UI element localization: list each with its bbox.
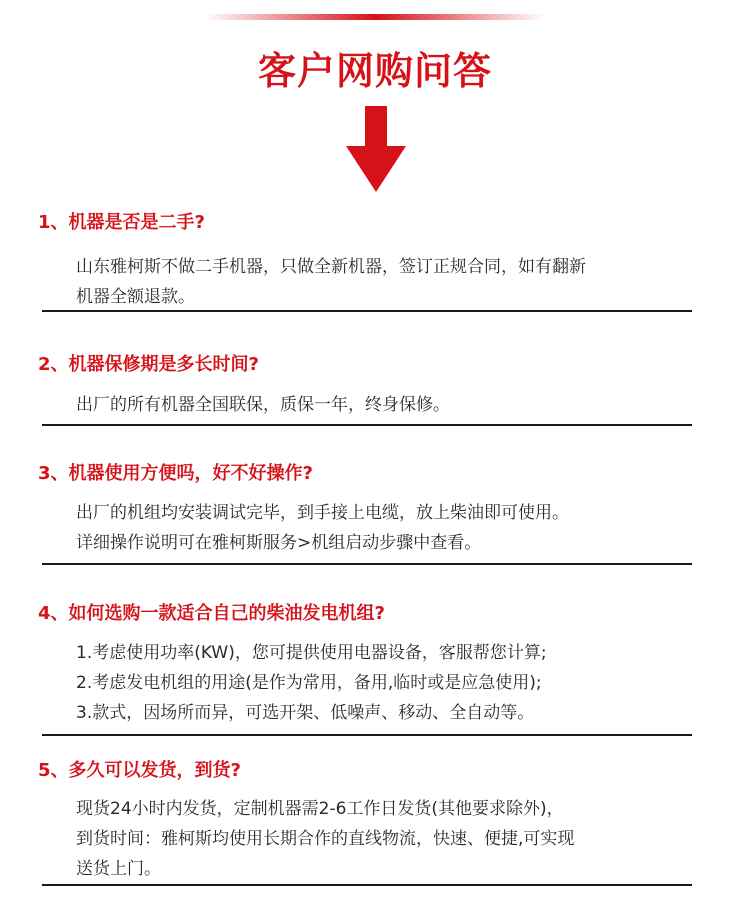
divider [42,424,692,426]
faq-question: 3、机器使用方便吗，好不好操作? [38,463,313,484]
faq-answer-line: 山东雅柯斯不做二手机器，只做全新机器，签订正规合同，如有翻新 [76,257,586,277]
divider [42,884,692,886]
faq-answer-line: 到货时间：雅柯斯均使用长期合作的直线物流，快速、便捷,可实现 [76,829,575,849]
faq-answer [76,390,696,420]
faq-question: 2、机器保修期是多长时间? [38,354,259,375]
faq-question: 1、机器是否是二手? [38,212,205,233]
faq-answer [76,252,696,312]
faq-answer-line: 详细操作说明可在雅柯斯服务>机组启动步骤中查看。 [76,533,482,553]
page-title: 客户网购问答 [257,49,492,93]
faq-answer [76,794,696,884]
faq-answer-line: 3.款式，因场所而异，可选开架、低噪声、移动、全自动等。 [76,703,535,723]
top-decorative-rule [205,14,545,20]
divider [42,563,692,565]
faq-answer-line: 机器全额退款。 [76,287,195,307]
faq-answer-line: 送货上门。 [76,859,161,879]
faq-answer-line: 2.考虑发电机组的用途(是作为常用，备用,临时或是应急使用); [76,673,542,693]
divider [42,734,692,736]
faq-question: 5、多久可以发货，到货? [38,760,241,781]
faq-answer-line: 出厂的所有机器全国联保，质保一年，终身保修。 [76,395,450,415]
faq-answer-line: 现货24小时内发货，定制机器需2-6工作日发货(其他要求除外)， [76,799,564,819]
faq-question: 4、如何选购一款适合自己的柴油发电机组? [38,603,385,624]
divider [42,310,692,312]
faq-answer [76,498,696,558]
faq-answer-line: 出厂的机组均安装调试完毕，到手接上电缆，放上柴油即可使用。 [76,503,569,523]
faq-answer-line: 1.考虑使用功率(KW)，您可提供使用电器设备，客服帮您计算; [76,643,547,663]
faq-answer [76,638,696,728]
down-arrow-icon [346,106,406,192]
